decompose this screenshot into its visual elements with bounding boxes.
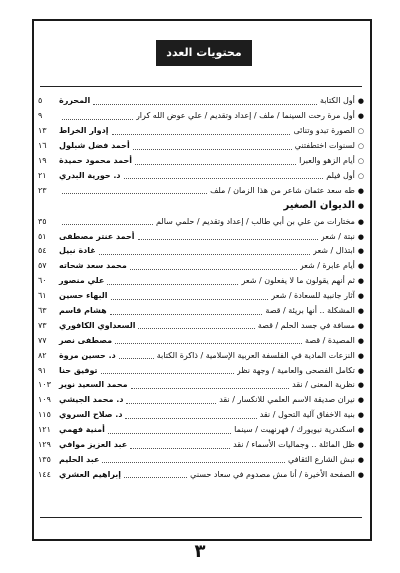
dot-leader [115,337,302,344]
toc-entry [38,109,364,124]
toc-entry-title: الصورة تبدو وتنائى [293,126,355,136]
toc-entry-title: الديوان الصغير [283,200,355,212]
dot-leader [126,397,216,404]
toc-entry-page: ٦٣ [38,306,47,316]
toc-entry [38,452,364,467]
toc-entry [38,229,364,244]
toc-entry-author: عبد الحليم [59,454,100,464]
toc-entry-title: أول مرة رحت السينما / ملف / إعداد وتقديم / علي عوض الله كرار [135,111,355,121]
toc-entry [38,168,364,183]
dot-leader [101,367,234,374]
bullet-icon: ● [357,455,364,464]
toc-entry-title: نظرية المعنى / نقد [292,380,355,390]
toc-entry-author: د. صلاح السروي [59,410,123,420]
bullet-icon: ● [357,411,364,420]
toc-section-heading [38,198,364,214]
toc-entry [38,183,364,198]
toc-entry-title: أول فيلم [326,170,355,180]
toc-entry-author: د. حورية البدري [59,170,121,180]
bullet-icon: ● [357,470,364,479]
bullet-icon: ○ [357,171,364,180]
toc-entry-title: المصيدة / قصة [305,335,355,345]
toc-entry-title: ثم أنهم يقولون ما لا يفعلون / شعر [241,276,355,286]
toc-entry [38,304,364,319]
toc-entry-title: أيام عابرة / شعر [299,261,355,271]
dot-leader [131,382,290,389]
toc-entry-title: أول الكتابة [320,96,355,106]
dot-leader [110,308,263,315]
bullet-icon: ● [357,202,364,211]
bullet-icon: ● [357,351,364,360]
bullet-icon: ● [357,307,364,316]
toc-entry-page: ٦٠ [38,276,47,286]
toc-entry-author: عبد العزيز موافي [59,440,128,450]
toc-entry-page: ١٠٩ [38,395,51,405]
dot-leader [112,128,291,135]
bullet-icon: ● [357,426,364,435]
toc-entry-author: أحمد فضل شبلول [59,141,130,151]
toc-entry-page: ١٤٤ [38,469,51,479]
toc-entry-page: ٩١ [38,365,47,375]
toc-entry-author: محمد السعيد نوير [59,380,128,390]
toc-entry-title: مختارات من علي بن أبي طالب / إعداد وتقديم / حلمي سالم [155,216,355,226]
toc-entry-page: ٧٧ [38,335,47,345]
toc-entry-title: نبش الشارع الثقافي [288,454,355,464]
top-divider [40,86,362,87]
bullet-icon: ● [357,381,364,390]
bullet-icon: ● [357,292,364,301]
bullet-icon: ● [357,366,364,375]
toc-entry-title: نيران صديقة الاسم العلمي للانكسار / نقد [219,395,355,405]
toc-entry [38,124,364,139]
toc-entry-author: غادة نبيل [59,246,96,256]
bullet-icon: ○ [357,157,364,165]
toc-entry [38,244,364,259]
toc-entry-author: البهاء حسين [59,291,108,301]
toc-entry-page: ١٣ [38,126,47,136]
bullet-icon: ● [357,321,364,330]
toc-entry [38,318,364,333]
toc-entry-author: علي منصور [59,276,105,286]
toc-entry [38,348,364,363]
dot-leader [119,352,154,359]
toc-entry [38,289,364,304]
bullet-icon: ● [357,247,364,256]
dot-leader [124,471,187,478]
toc-entry-author: إدوار الخراط [59,126,109,136]
toc-entry-page: ٥ [38,96,43,106]
toc-entry-page: ٢١ [38,170,47,180]
toc-entry-page: ٢٣ [38,185,47,195]
toc-entry-title: تكامل الفصحى والعامية / وجهة نظر [236,365,355,375]
dot-leader [130,442,230,449]
toc-entry-author: أمنية فهمي [59,425,105,435]
toc-entry-page: ١٩ [38,156,47,165]
dot-leader [93,98,317,105]
dot-leader [102,456,285,463]
toc-entry-author: هشام قاسم [59,306,107,316]
bullet-icon: ● [357,441,364,450]
toc-entry-title: لسنوات اختطفتني [294,141,355,151]
bullet-icon: ● [357,217,364,226]
bullet-icon: ● [357,97,364,106]
dot-leader [135,158,296,165]
toc-entry-title: آثار جانبية للسعادة / شعر [271,291,355,301]
bullet-icon: ● [357,112,364,121]
toc-entry [38,259,364,274]
toc-entry-page: ٩ [38,111,43,121]
dot-leader [99,248,310,255]
toc-entry [38,438,364,453]
toc-entry-title: ابتذال / شعر [313,246,355,256]
bottom-divider [40,517,362,518]
dot-leader [62,187,207,194]
toc-entry-author: د. محمد الجيشي [59,395,124,405]
toc-entry [38,154,364,169]
bullet-icon: ● [357,262,364,271]
toc-entry-page: ٣٥ [38,216,47,226]
contents-title: محتويات العدد [156,40,252,66]
toc-entry-author: د. حسين مروة [59,350,116,360]
toc-entry [38,274,364,289]
dot-leader [111,293,269,300]
toc-entry-page: ٨٢ [38,350,47,360]
bullet-icon: ● [357,186,364,195]
bullet-icon: ● [357,396,364,405]
toc-entry [38,408,364,423]
toc-entry-title: مسافة في جسد الحلم / قصة [257,320,355,330]
toc-entry-page: ٥٤ [38,246,47,256]
dot-leader [138,233,318,240]
toc-entry-title: المشكلة .. أنها بريئة / قصة [265,306,355,316]
toc-entry-author: أحمد محمود حميدة [59,156,133,165]
bullet-icon: ● [357,232,364,241]
toc-entry-page: ١٣٥ [38,454,51,464]
toc-entry-page: ١٦ [38,141,47,151]
toc-entry-title: ظل المائلة .. وجماليات الأسماء / نقد [233,440,355,450]
dot-leader [62,218,153,225]
toc-entry-page: ٦١ [38,291,47,301]
toc-entry-author: السعداوي الكافوري [59,320,136,330]
toc-entry-page: ٥٧ [38,261,47,271]
toc-entry-page: ١٢٩ [38,440,51,450]
toc-entry [38,393,364,408]
toc-entry-title: طه سعد عثمان شاعر من هذا الزمان / ملف [210,185,355,195]
bullet-icon: ● [357,336,364,345]
table-of-contents [38,94,364,482]
dot-leader [107,278,238,285]
page-number: ٣ [194,541,206,562]
toc-entry-author: أحمد عنتر مصطفى [59,231,135,241]
toc-entry-title: اسكندرية نيويورك / فهرنهيت / سينما [234,425,355,435]
dot-leader [133,143,292,150]
toc-entry [38,94,364,109]
dot-leader [138,322,254,329]
toc-entry [38,333,364,348]
dot-leader [130,263,297,270]
toc-entry-author: إبراهيم العشري [59,469,122,479]
toc-entry-title: بنية الاخفاق آلية التحول / نقد [259,410,355,420]
dot-leader [108,427,231,434]
toc-entry-page: ١١٥ [38,410,51,420]
toc-entry-author: مصطفى نصر [59,335,113,345]
toc-entry-author: محمد سعد شحاته [59,261,127,271]
toc-entry-title: النزعات المادية في الفلسفة العربية الإسلامية / ذاكرة الكتابة [156,350,355,360]
toc-entry-author: توفيق حنا [59,365,98,375]
toc-entry-page: ١٢١ [38,425,51,435]
toc-entry [38,214,364,229]
toc-entry-page: ٧٣ [38,320,47,330]
bullet-icon: ○ [357,142,364,151]
toc-entry [38,423,364,438]
toc-entry-title: أيام الزهو والعبرا [299,156,355,165]
toc-entry-page: ٥١ [38,231,47,241]
toc-entry-author: المحررة [59,96,91,106]
dot-leader [62,113,133,120]
toc-entry [38,378,364,393]
bullet-icon: ○ [357,127,364,136]
toc-entry-title: نبتة / شعر [320,231,355,241]
dot-leader [124,172,324,179]
dot-leader [125,412,256,419]
toc-entry-page: ١٠٣ [38,380,51,390]
toc-entry-title: الصفحة الأخيرة / أنا مش مصدوم في سعاد حسني [190,469,355,479]
toc-entry [38,467,364,482]
bullet-icon: ● [357,277,364,286]
toc-entry [38,139,364,154]
toc-entry [38,363,364,378]
